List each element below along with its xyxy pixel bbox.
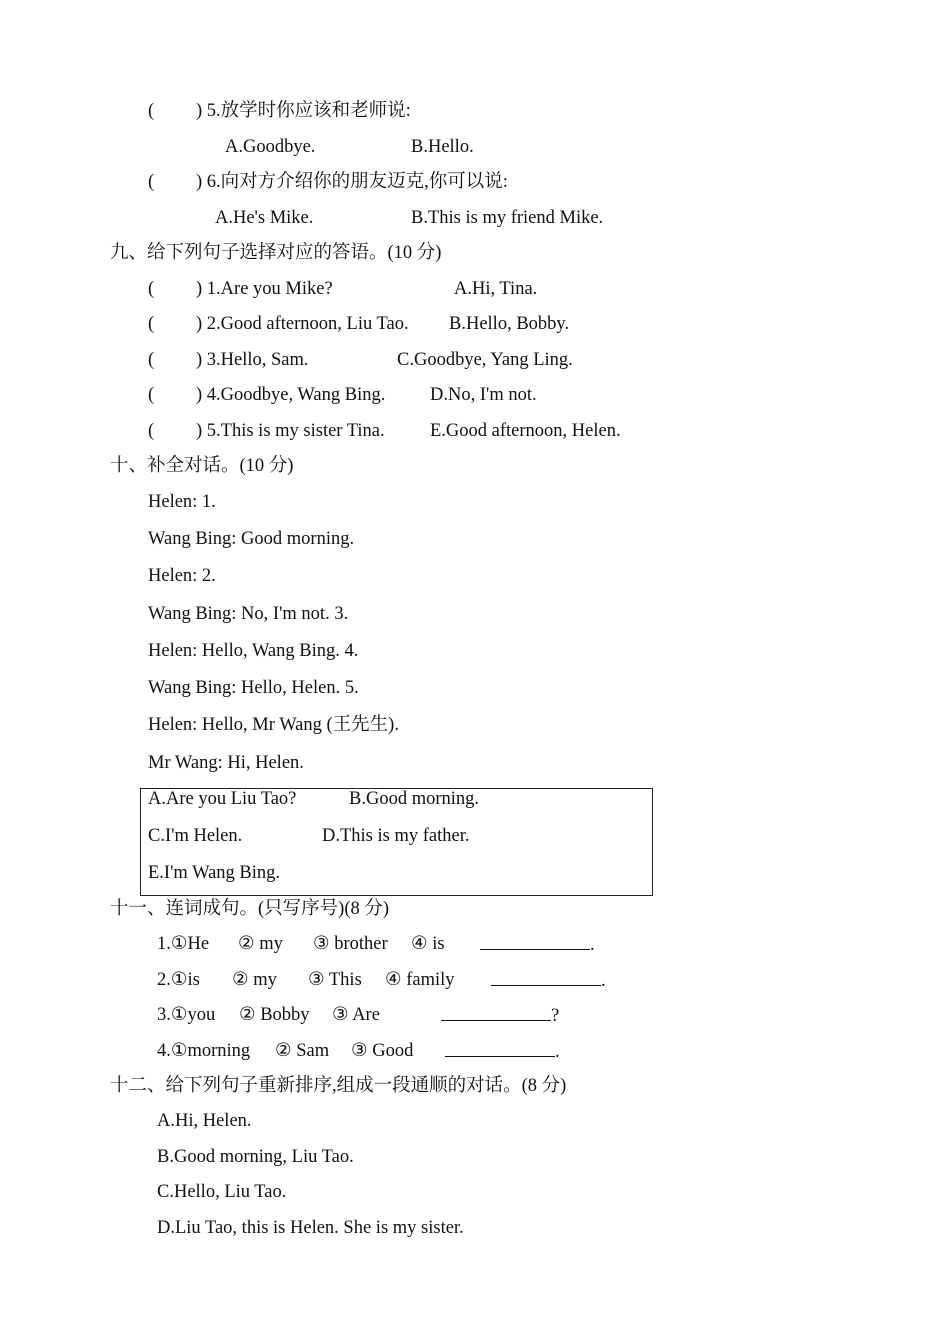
option-b: B.Hello. xyxy=(411,137,474,157)
dialogue-line: Wang Bing: Good morning. xyxy=(148,529,355,549)
section-11-heading: 十一、连词成句。(只写序号)(8 分) xyxy=(110,899,390,919)
section-9-heading: 九、给下列句子选择对应的答语。(10 分) xyxy=(110,243,442,263)
answer-blank[interactable]: ? xyxy=(441,1004,559,1027)
answer-blank[interactable]: . xyxy=(491,969,606,992)
question-9-3: ( ) 3.Hello, Sam. xyxy=(148,350,309,370)
answer-option: C.Goodbye, Yang Ling. xyxy=(397,350,573,370)
dialogue-line: Helen: 2. xyxy=(148,566,216,586)
answer-blank[interactable]: . xyxy=(480,933,595,956)
question-9-1: ( ) 1.Are you Mike? xyxy=(148,279,333,299)
dialogue-line: Helen: Hello, Mr Wang (王先生). xyxy=(148,715,399,735)
answer-paren[interactable]: ( xyxy=(148,385,155,405)
answer-option: D.No, I'm not. xyxy=(430,385,537,405)
dialogue-line: Wang Bing: No, I'm not. 3. xyxy=(148,604,349,624)
answer-blank[interactable]: . xyxy=(445,1040,560,1063)
question-9-2: ( ) 2.Good afternoon, Liu Tao. xyxy=(148,314,409,334)
option-e: E.I'm Wang Bing. xyxy=(148,863,281,883)
option-d: D.This is my father. xyxy=(322,826,470,846)
option-b: B.This is my friend Mike. xyxy=(411,208,604,228)
dialogue-line: Helen: 1. xyxy=(148,492,216,512)
dialogue-line: Helen: Hello, Wang Bing. 4. xyxy=(148,641,359,661)
sentence-a: A.Hi, Helen. xyxy=(157,1111,252,1131)
option-a: A.Goodbye. xyxy=(225,137,316,157)
answer-paren[interactable]: ( xyxy=(148,101,155,121)
dialogue-line: Wang Bing: Hello, Helen. 5. xyxy=(148,678,359,698)
section-12-heading: 十二、给下列句子重新排序,组成一段通顺的对话。(8 分) xyxy=(110,1076,567,1096)
answer-option: B.Hello, Bobby. xyxy=(449,314,570,334)
question-8-6: ( ) 6.向对方介绍你的朋友迈克,你可以说: xyxy=(148,172,508,192)
answer-paren[interactable]: ( xyxy=(148,421,155,441)
sentence-c: C.Hello, Liu Tao. xyxy=(157,1182,287,1202)
option-c: C.I'm Helen. xyxy=(148,826,243,846)
question-9-4: ( ) 4.Goodbye, Wang Bing. xyxy=(148,385,386,405)
answer-paren[interactable]: ( xyxy=(148,279,155,299)
section-10-heading: 十、补全对话。(10 分) xyxy=(110,456,294,476)
answer-paren[interactable]: ( xyxy=(148,314,155,334)
answer-paren[interactable]: ( xyxy=(148,350,155,370)
answer-paren[interactable]: ( xyxy=(148,172,155,192)
question-8-5: ( ) 5.放学时你应该和老师说: xyxy=(148,101,411,121)
sentence-b: B.Good morning, Liu Tao. xyxy=(157,1147,354,1167)
question-9-5: ( ) 5.This is my sister Tina. xyxy=(148,421,385,441)
sentence-d: D.Liu Tao, this is Helen. She is my sister. xyxy=(157,1218,464,1238)
option-a: A.He's Mike. xyxy=(215,208,314,228)
answer-option: A.Hi, Tina. xyxy=(454,279,538,299)
dialogue-line: Mr Wang: Hi, Helen. xyxy=(148,753,304,773)
option-b: B.Good morning. xyxy=(349,789,480,809)
answer-option: E.Good afternoon, Helen. xyxy=(430,421,621,441)
option-a: A.Are you Liu Tao? xyxy=(148,789,297,809)
